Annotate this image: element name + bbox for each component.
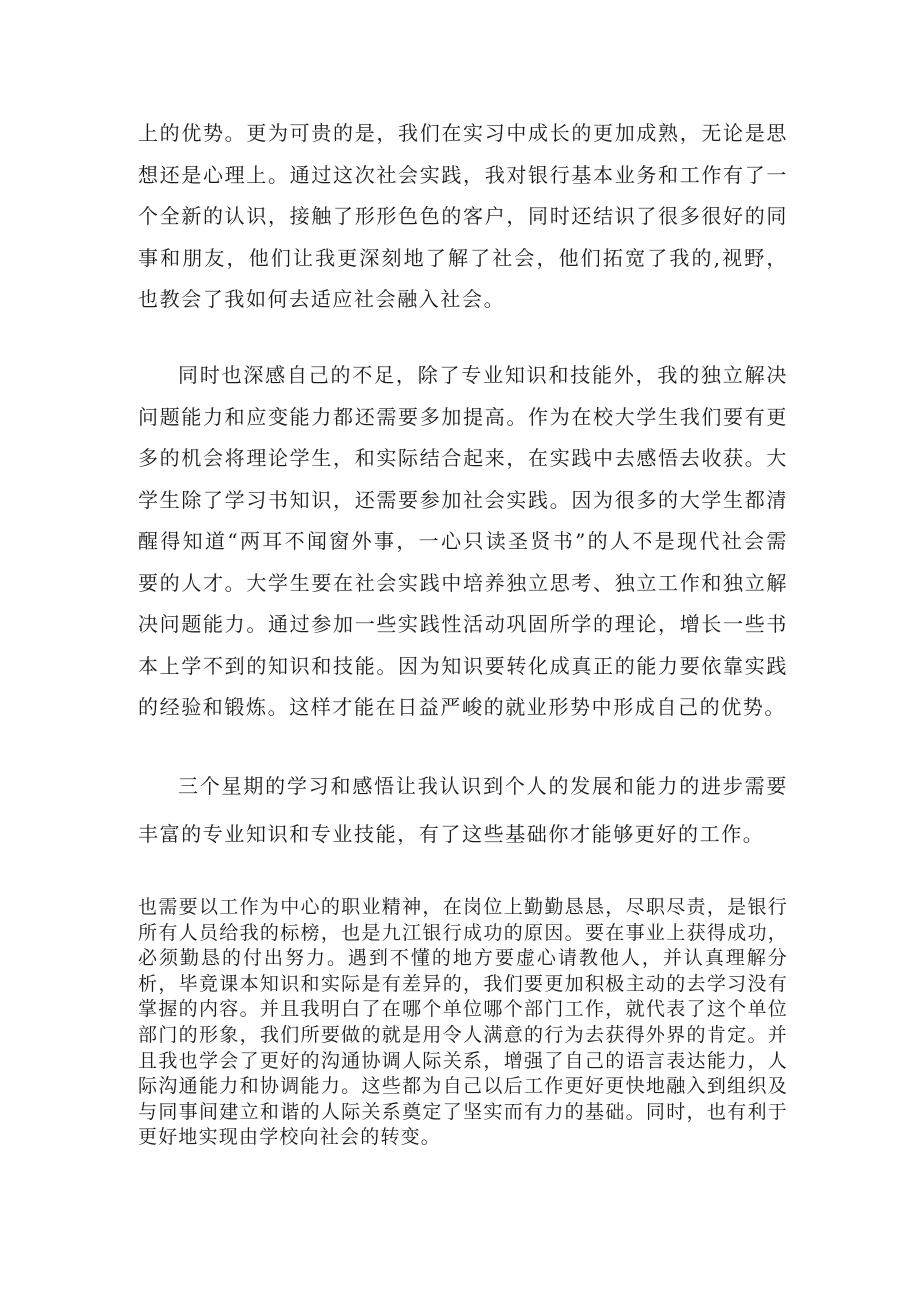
paragraph-1: 上的优势。更为可贵的是，我们在实习中成长的更加成熟，无论是思想还是心理上。通过这次社会实践，我对银行基本业务和工作有了一个全新的认识，接触了形形色色的客户，同时还结识了很多很好的同事和朋友，他们让我更深刻地了解了社会，他们拓宽了我的,视野，也教会了我如何去适应社会融入社会。 <box>138 121 788 311</box>
paragraph-2: 同时也深感自己的不足，除了专业知识和技能外，我的独立解决问题能力和应变能力都还需要多加提高。作为在校大学生我们要有更多的机会将理论学生，和实际结合起来，在实践中去感悟去收获。大学生除了学习书知识，还需要参加社会实践。因为很多的大学生都清醒得知道“两耳不闻窗外事，一心只读圣贤书”的人不是现代社会需要的人才。大学生要在社会实践中培养独立思考、独立工作和独立解决问题能力。通过参加一些实践性活动巩固所学的理论，增长一些书本上学不到的知识和技能。因为知识要转化成真正的能力要依靠实践的经验和锻炼。这样才能在日益严峻的就业形势中形成自己的优势。 <box>138 363 788 719</box>
paragraph-3: 三个星期的学习和感悟让我认识到个人的发展和能力的进步需要丰富的专业知识和专业技能，有了这些基础你才能够更好的工作。 <box>138 774 788 846</box>
paragraph-4: 也需要以工作为中心的职业精神，在岗位上勤勤恳恳，尽职尽责，是银行所有人员给我的标榜，也是九江银行成功的原因。要在事业上获得成功，必须勤恳的付出努力。遇到不懂的地方要虚心请教他人，并认真理解分析，毕竟课本知识和实际是有差异的，我们要更加积极主动的去学习没有掌握的内容。并且我明白了在哪个单位哪个部门工作，就代表了这个单位部门的形象，我们所要做的就是用令人满意的行为去获得外界的肯定。并且我也学会了更好的沟通协调人际关系，增强了自己的语言表达能力，人际沟通能力和协调能力。这些都为自己以后工作更好更快地融入到组织及与同事间建立和谐的人际关系奠定了坚实而有力的基础。同时，也有利于更好地实现由学校向社会的转变。 <box>138 896 788 1149</box>
